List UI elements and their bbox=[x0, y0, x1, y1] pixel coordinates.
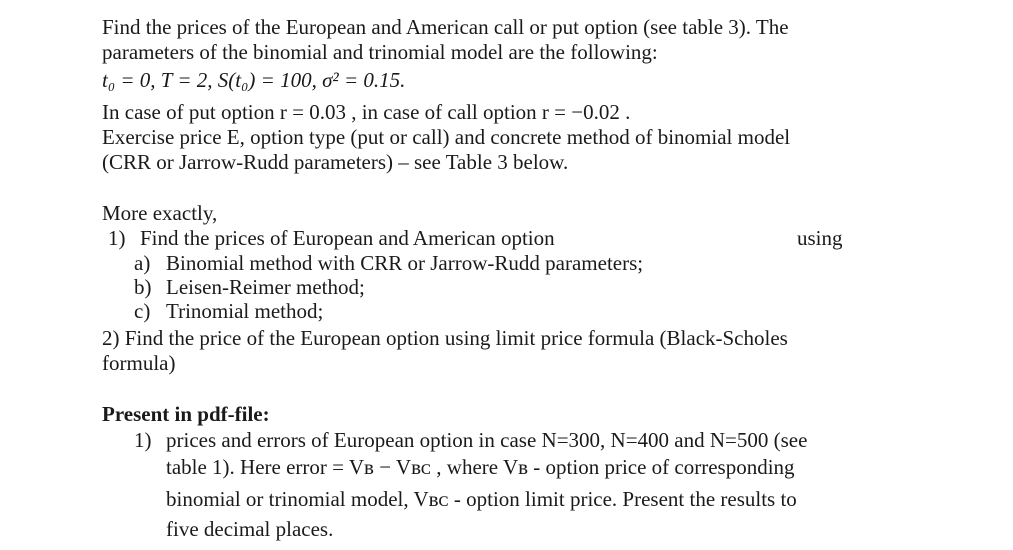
subitem-b-text: Leisen-Reimer method; bbox=[166, 275, 365, 299]
task-item-2-line-2: formula) bbox=[102, 351, 176, 375]
present-item-1-line-2: table 1). Here error = Vʙ − Vʙᴄ , where Vʙ - option price of corresponding bbox=[166, 455, 795, 479]
present-heading: Present in pdf-file: bbox=[102, 402, 270, 426]
intro-line-1: Find the prices of the European and American call or put option (see table 3). The bbox=[102, 15, 789, 39]
model-parameters: t₀ = 0, T = 2, S(t₀) = 100, σ² = 0.15. bbox=[102, 68, 406, 92]
subitem-a-text: Binomial method with CRR or Jarrow-Rudd parameters; bbox=[166, 251, 644, 275]
subitem-c-text: Trinomial method; bbox=[166, 299, 324, 323]
task-item-1 bbox=[108, 226, 555, 250]
list-marker: b) bbox=[134, 275, 152, 299]
present-item-1-line-4: five decimal places. bbox=[166, 517, 334, 541]
task-item-1-using: using bbox=[797, 226, 843, 250]
subitem-a bbox=[134, 251, 643, 275]
exercise-price-line: Exercise price E, option type (put or call) and concrete method of binomial model bbox=[102, 125, 791, 149]
intro-line-2: parameters of the binomial and trinomial model are the following: bbox=[102, 40, 658, 64]
present-item-1-line-3: binomial or trinomial model, Vʙᴄ - option limit price. Present the results to bbox=[166, 487, 797, 511]
table-reference-line: (CRR or Jarrow-Rudd parameters) – see Table 3 below. bbox=[102, 150, 569, 174]
list-marker: 1) bbox=[134, 428, 152, 452]
more-exactly-line: More exactly, bbox=[102, 201, 218, 225]
list-marker: a) bbox=[134, 251, 151, 275]
list-marker: c) bbox=[134, 299, 151, 323]
present-item-1-text: prices and errors of European option in case N=300, N=400 and N=500 (see bbox=[166, 428, 808, 452]
interest-rate-line: In case of put option r = 0.03 , in case of call option r = −0.02 . bbox=[102, 100, 631, 124]
subitem-c bbox=[134, 299, 323, 323]
list-marker: 1) bbox=[108, 226, 126, 250]
present-item-1-line-1 bbox=[134, 428, 807, 452]
task-item-2-line-1: 2) Find the price of the European option using limit price formula (Black-Scholes bbox=[102, 326, 788, 350]
task-item-1-text: Find the prices of European and American option bbox=[140, 226, 555, 250]
subitem-b bbox=[134, 275, 365, 299]
